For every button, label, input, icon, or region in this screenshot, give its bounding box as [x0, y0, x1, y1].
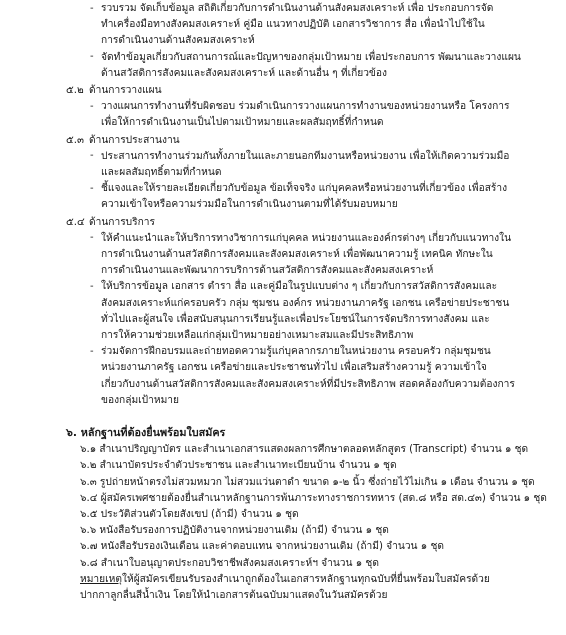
document-item: ๖.๗ หนังสือรับรองเงินเดือน และค่าตอบแทน จากหน่วยงานเดิม (ถ้ามี) จำนวน ๑ ชุด	[80, 541, 444, 553]
document-item: ๖.๓ รูปถ่ายหน้าตรงไม่สวมหมวก ไม่สวมแว่นตาดำ ขนาด ๑-๒ นิ้ว ซึ่งถ่ายไว้ไม่เกิน ๑ เดือน จำนวน ๑ ชุด	[80, 476, 535, 488]
section-heading: ด้านการบริการ	[89, 216, 155, 228]
body-line: ประสานการทำงานร่วมกันทั้งภายในและภายนอกทีมงานหรือหน่วยงาน เพื่อให้เกิดความร่วมมือ	[101, 150, 510, 162]
bullet-dash: -	[90, 100, 94, 112]
document-item: ๖.๑ สำเนาปริญญาบัตร และสำเนาเอกสารแสดงผลการศึกษาตลอดหลักสูตร (Transcript) จำนวน ๑ ชุด	[80, 444, 529, 456]
section-heading: ด้านการวางแผน	[89, 85, 162, 96]
bullet-dash: -	[90, 182, 94, 194]
section-number: ๕.๓	[66, 134, 84, 146]
body-line: จัดทำข้อมูลเกี่ยวกับสถานการณ์และปัญหาของกลุ่มเป้าหมาย เพื่อประกอบการ พัฒนาและวางแผน	[101, 51, 521, 63]
document-item: ๖.๖ หนังสือรับรองการปฏิบัติงานจากหน่วยงานเดิม (ถ้ามี) จำนวน ๑ ชุด	[80, 525, 389, 537]
body-line: หน่วยงานภาครัฐ เอกชน เครือข่ายและประชาชนทั่วไป เพื่อเสริมสร้างความรู้ ความเข้าใจ	[101, 362, 487, 374]
section-6-title: ๖. หลักฐานที่ต้องยื่นพร้อมใบสมัคร	[66, 426, 226, 439]
body-line: ด้านสวัสดิการสังคมและสังคมสงเคราะห์ และด้านอื่น ๆ ที่เกี่ยวข้อง	[101, 67, 387, 79]
section-number: ๕.๔	[66, 216, 85, 228]
body-line: เพื่อให้การดำเนินงานเป็นไปตามเป้าหมายและผลสัมฤทธิ์ที่กำหนด	[101, 117, 384, 129]
bullet-dash: -	[90, 232, 94, 244]
bullet-dash: -	[90, 2, 94, 14]
body-line: สังคมสงเคราะห์แก่ครอบครัว กลุ่ม ชุมชน องค์กร หน่วยงานภาครัฐ เอกชน เครือข่ายประชาชน	[101, 297, 510, 309]
body-line: การดำเนินงานและพัฒนาการบริการด้านสวัสดิการสังคมและสังคมสงเคราะห์	[101, 265, 434, 277]
body-line: เกี่ยวกับงานด้านสวัสดิการสังคมและสังคมสงเคราะห์ที่มีประสิทธิภาพ สอดคล้องกับความต้องการ	[101, 378, 515, 390]
note-line: ปากกาลูกลื่นสีน้ำเงิน โดยให้นำเอกสารต้นฉบับมาแสดงในวันสมัครด้วย	[80, 590, 388, 601]
body-line: วางแผนการทำงานที่รับผิดชอบ ร่วมดำเนินการวางแผนการทำงานของหน่วยงานหรือ โครงการ	[101, 101, 510, 113]
bullet-dash: -	[90, 150, 94, 162]
bullet-dash: -	[90, 345, 94, 357]
document-item: ๖.๔ ผู้สมัครเพศชายต้องยื่นสำเนาหลักฐานการพ้นภาระทางราชการทหาร (สด.๘ หรือ สด.๔๓) จำนวน ๑ ชุด	[80, 492, 547, 504]
note-line: ให้ผู้สมัครเขียนรับรองสำเนาถูกต้องในเอกสารหลักฐานทุกฉบับที่ยื่นพร้อมใบสมัครด้วย	[122, 573, 490, 585]
section-heading: ด้านการประสานงาน	[89, 134, 180, 146]
body-line: ร่วมจัดการฝึกอบรมและถ่ายทอดความรู้แก่บุคลากรภายในหน่วยงาน ครอบครัว กลุ่มชุมชน	[101, 346, 491, 358]
body-line: การดำเนินงานด้านสวัสดิการสังคมและสังคมสงเคราะห์ เพื่อพัฒนาความรู้ เทคนิค ทักษะใน	[101, 249, 493, 260]
bullet-dash: -	[90, 280, 94, 292]
body-line: ทำเครื่องมือทางสังคมสงเคราะห์ คู่มือ แนวทางปฏิบัติ เอกสารวิชาการ สื่อ เพื่อนำไปใช้ใน	[101, 19, 485, 31]
body-line: ให้คำแนะนำและให้บริการทางวิชาการแก่บุคคล หน่วยงานและองค์กรต่างๆ เกี่ยวกับแนวทางใน	[101, 232, 512, 244]
body-line: ความเข้าใจหรือความร่วมมือในการดำเนินงานตามที่ได้รับมอบหมาย	[101, 199, 398, 211]
body-line: ของกลุ่มเป้าหมาย	[101, 394, 179, 406]
document-item: ๖.๒ สำเนาบัตรประจำตัวประชาชน และสำเนาทะเบียนบ้าน จำนวน ๑ ชุด	[80, 460, 397, 472]
bullet-dash: -	[90, 51, 94, 63]
document-item: ๖.๘ สำเนาใบอนุญาตประกอบวิชาชีพสังคมสงเคราะห์ฯ จำนวน ๑ ชุด	[80, 557, 379, 569]
body-line: การให้ความช่วยเหลือแก่กลุ่มเป้าหมายอย่างเหมาะสมและมีประสิทธิภาพ	[101, 330, 414, 341]
body-line: ให้บริการข้อมูล เอกสาร ตำรา สื่อ และคู่มือในรูปแบบต่าง ๆ เกี่ยวกับการสวัสดิการสังคมและ	[101, 281, 498, 293]
document-item: ๖.๕ ประวัติส่วนตัวโดยสังเขป (ถ้ามี) จำนวน ๑ ชุด	[80, 509, 299, 520]
body-line: และผลสัมฤทธิ์ตามที่กำหนด	[101, 167, 222, 178]
section-number: ๕.๒	[66, 85, 84, 96]
body-line: การดำเนินงานด้านสังคมสงเคราะห์	[101, 35, 255, 47]
body-line: ชี้แจงและให้รายละเอียดเกี่ยวกับข้อมูล ข้อเท็จจริง แก่บุคคลหรือหน่วยงานที่เกี่ยวข้อง เพื่อสร้าง	[101, 183, 508, 195]
body-line: ทั่วไปและผู้สนใจ เพื่อสนับสนุนการเรียนรู้และเพื่อประโยชน์ในการจัดบริการทางสังคม และ	[101, 313, 490, 325]
note-label: หมายเหตุ	[80, 573, 122, 585]
body-line: รวบรวม จัดเก็บข้อมูล สถิติเกี่ยวกับการดำเนินงานด้านสังคมสงเคราะห์ เพื่อ ประกอบการจัด	[101, 3, 494, 14]
